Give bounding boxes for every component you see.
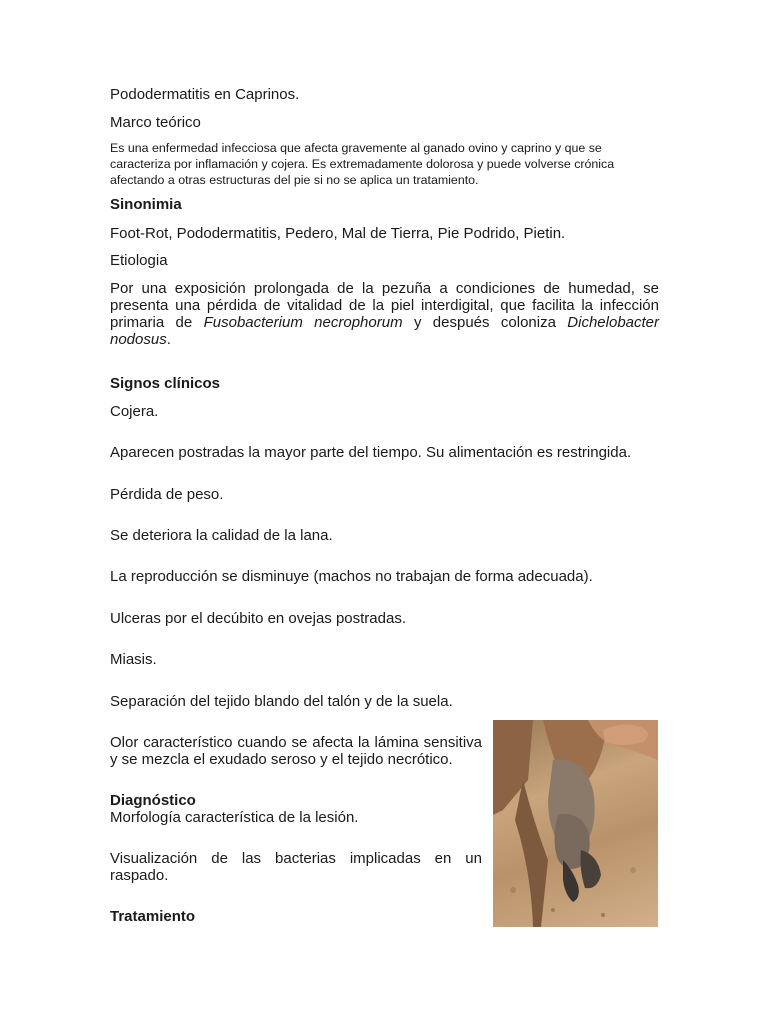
- signo-item: Pérdida de peso.: [110, 486, 224, 503]
- etiologia-paragraph: [110, 280, 659, 348]
- signo-item: Separación del tejido blando del talón y de la suela.: [110, 693, 453, 710]
- signo-item: Se deteriora la calidad de la lana.: [110, 527, 333, 544]
- diagnostico-heading: Diagnóstico: [110, 792, 196, 809]
- signo-item: Olor característico cuando se afecta la lámina sensitiva y se mezcla el exudado seroso y el tejido necrótico.: [110, 734, 482, 768]
- etiologia-text-3: .: [166, 331, 171, 348]
- signo-item: Miasis.: [110, 651, 157, 668]
- organism-dichelobacter: Dichelobacter nodosus: [110, 314, 660, 348]
- signo-item: Ulceras por el decúbito en ovejas postradas.: [110, 610, 407, 627]
- sinonimia-text: Foot-Rot, Pododermatitis, Pedero, Mal de Tierra, Pie Podrido, Pietin.: [110, 225, 566, 242]
- signo-item: La reproducción se disminuye (machos no trabajan de forma adecuada).: [110, 568, 593, 585]
- signo-item: Cojera.: [110, 403, 159, 420]
- organism-fusobacterium: Fusobacterium necrophorum: [203, 314, 403, 331]
- etiologia-text-2: y después coloniza: [402, 314, 568, 331]
- tratamiento-heading: Tratamiento: [110, 908, 196, 925]
- sinonimia-heading: Sinonimia: [110, 196, 182, 213]
- hoof-lesion-photo: [493, 720, 658, 927]
- marco-teorico-text: Es una enfermedad infecciosa que afecta gravemente al ganado ovino y caprino y que se caracteriza por inflamación y cojera. Es extremadamente dolorosa y puede volverse crónica afectando a otras estructuras del pie si no se aplica un tratamiento.: [110, 141, 615, 187]
- diagnostico-item: Morfología característica de la lesión.: [110, 809, 359, 826]
- document-title: Pododermatitis en Caprinos.: [110, 86, 300, 103]
- signos-clinicos-heading: Signos clínicos: [110, 375, 221, 392]
- marco-teorico-heading: Marco teórico: [110, 114, 201, 131]
- etiologia-heading: Etiologia: [110, 252, 168, 269]
- signo-item: Aparecen postradas la mayor parte del tiempo. Su alimentación es restringida.: [110, 444, 632, 461]
- diagnostico-item: Visualización de las bacterias implicadas en un raspado.: [110, 850, 482, 884]
- etiologia-text-1: Por una exposición prolongada de la pezuña a condiciones de humedad, se presenta una pérdida de vitalidad de la piel interdigital, que facilita la infección primaria de: [110, 280, 659, 331]
